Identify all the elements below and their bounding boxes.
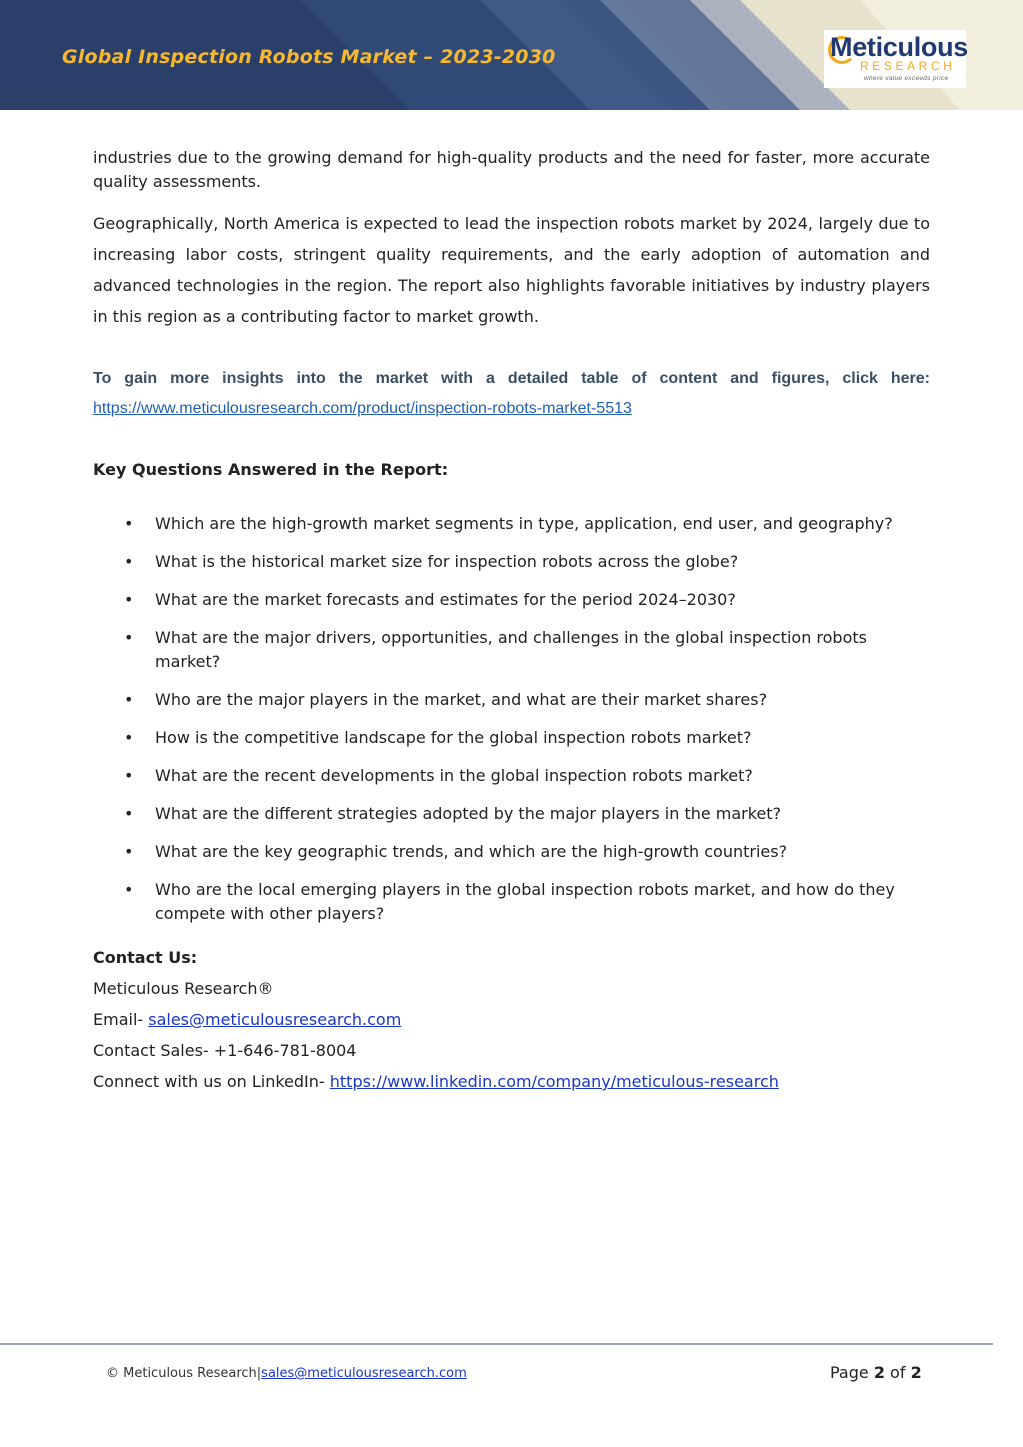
bullet-icon: • bbox=[124, 880, 134, 899]
company-logo bbox=[824, 30, 969, 88]
footer-divider bbox=[0, 1343, 993, 1345]
contact-email-line: Email- sales@meticulousresearch.com bbox=[93, 1010, 402, 1029]
intro-paragraph: industries due to the growing demand for high-quality products and the need for faster, more accurate quality assessments. bbox=[93, 148, 930, 191]
contact-email-link[interactable]: sales@meticulousresearch.com bbox=[148, 1010, 402, 1029]
bullet-icon: • bbox=[124, 690, 134, 709]
footer-copyright: © Meticulous Research|sales@meticulousresearch.com bbox=[106, 1366, 467, 1381]
logo-tagline: where value exceeds price bbox=[864, 75, 949, 82]
key-questions-list bbox=[93, 512, 930, 926]
document-title: Global Inspection Robots Market – 2023-2030 bbox=[62, 46, 556, 68]
contact-company: Meticulous Research® bbox=[93, 979, 274, 998]
bullet-icon: • bbox=[124, 514, 134, 533]
key-questions-heading: Key Questions Answered in the Report: bbox=[93, 460, 449, 479]
page-content bbox=[93, 146, 930, 1094]
bullet-icon: • bbox=[124, 552, 134, 571]
contact-linkedin-line: Connect with us on LinkedIn- https://www.linkedin.com/company/meticulous-research bbox=[93, 1072, 779, 1091]
contact-sales: Contact Sales- +1-646-781-8004 bbox=[93, 1041, 357, 1060]
list-item: • How is the competitive landscape for the global inspection robots market? bbox=[93, 726, 930, 750]
insight-callout: To gain more insights into the market with a detailed table of content and figures, click here: bbox=[93, 370, 930, 387]
bullet-icon: • bbox=[124, 628, 134, 647]
list-item: • What are the different strategies adopted by the major players in the market? bbox=[93, 802, 930, 826]
list-item: • What are the market forecasts and estimates for the period 2024–2030? bbox=[93, 588, 930, 612]
bullet-icon: • bbox=[124, 728, 134, 747]
contact-heading: Contact Us: bbox=[93, 948, 198, 967]
geography-paragraph: Geographically, North America is expected to lead the inspection robots market by 2024, largely due to increasing labor costs, stringent quality requirements, and the early adoption of automation and advanced technologies in the region. The report also highlights favorable initiatives by industry players in this region as a contributing factor to market growth. bbox=[93, 214, 930, 326]
list-item: • What are the major drivers, opportunities, and challenges in the global inspection robots market? bbox=[124, 628, 867, 671]
list-item: • Who are the local emerging players in the global inspection robots market, and how do they compete with other players? bbox=[124, 880, 895, 923]
bullet-icon: • bbox=[124, 590, 134, 609]
bullet-icon: • bbox=[124, 804, 134, 823]
linkedin-link[interactable]: https://www.linkedin.com/company/meticulous-research bbox=[329, 1072, 779, 1091]
report-link[interactable]: https://www.meticulousresearch.com/product/inspection-robots-market-5513 bbox=[93, 400, 632, 417]
logo-subtitle: RESEARCH bbox=[860, 59, 956, 73]
page-header bbox=[0, 0, 1023, 110]
list-item: • What are the key geographic trends, and which are the high-growth countries? bbox=[93, 840, 930, 864]
list-item: • Who are the major players in the market, and what are their market shares? bbox=[93, 688, 930, 712]
list-item: • What are the recent developments in the global inspection robots market? bbox=[93, 764, 930, 788]
page-number: Page 2 of 2 bbox=[830, 1363, 922, 1382]
bullet-icon: • bbox=[124, 766, 134, 785]
footer-email-link[interactable]: sales@meticulousresearch.com bbox=[261, 1366, 467, 1381]
list-item: • What is the historical market size for inspection robots across the globe? bbox=[93, 550, 930, 574]
list-item: • Which are the high-growth market segments in type, application, end user, and geography? bbox=[93, 512, 930, 536]
bullet-icon: • bbox=[124, 842, 134, 861]
logo-wordmark: Meticulous bbox=[830, 32, 969, 62]
